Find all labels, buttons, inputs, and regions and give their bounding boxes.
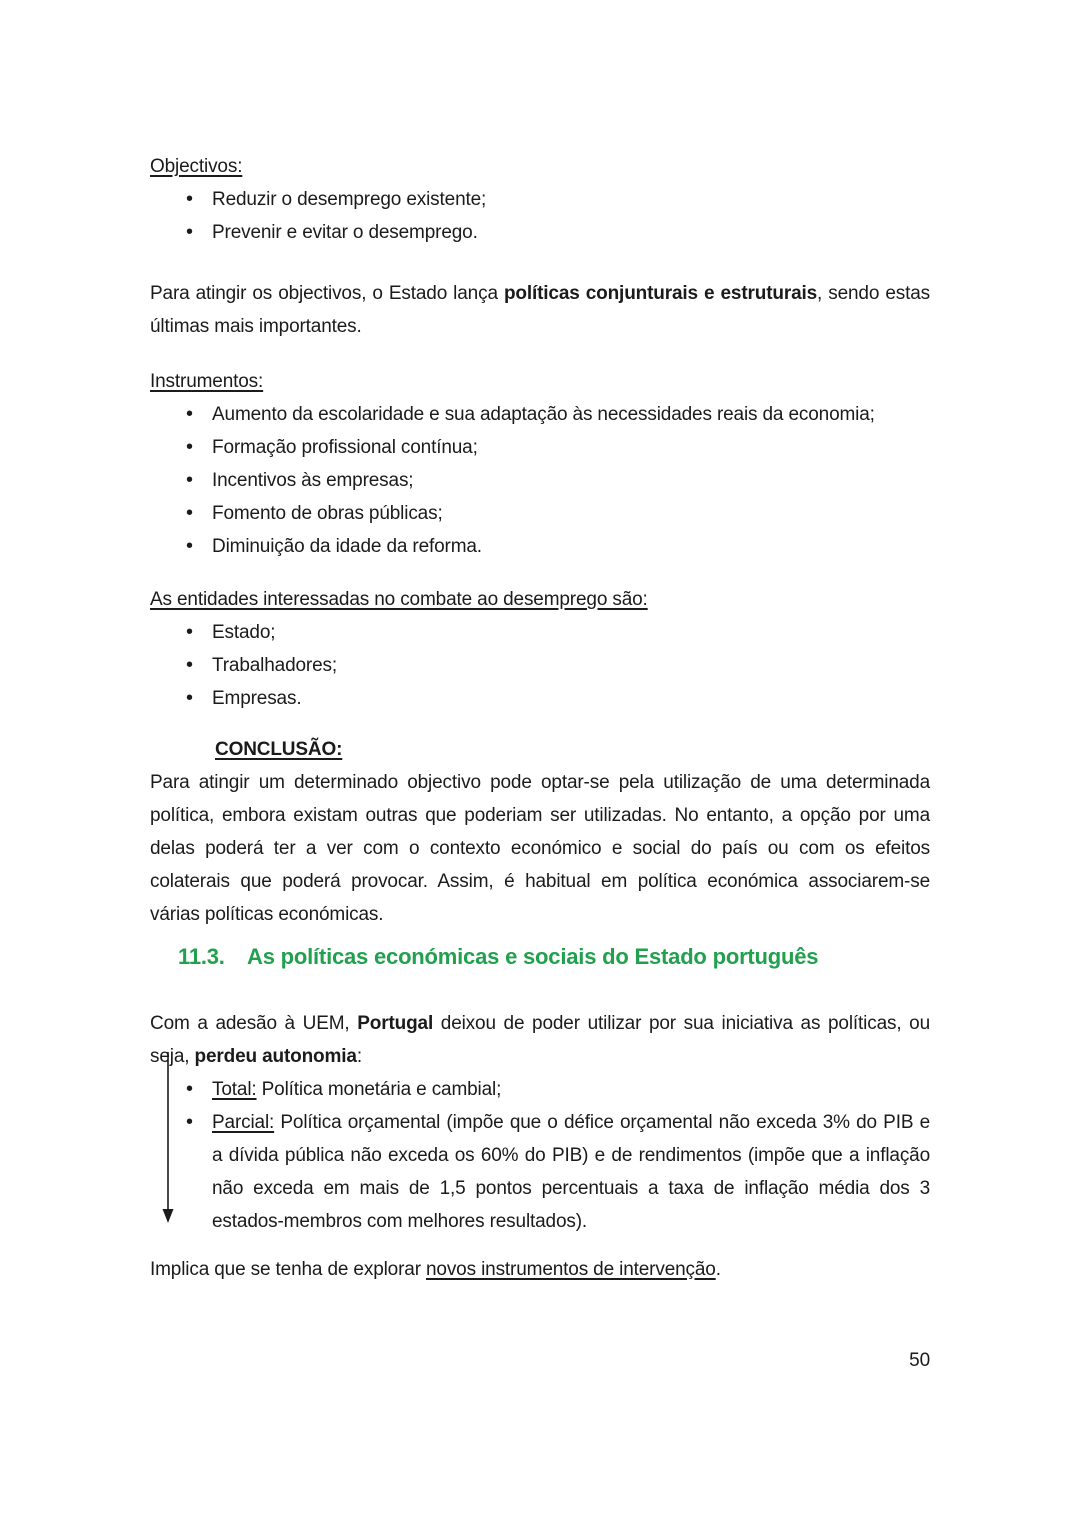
list-item-text: Incentivos às empresas;	[212, 470, 414, 491]
list-item	[150, 649, 930, 682]
bullet-icon	[186, 616, 193, 649]
list-item-text: Diminuição da idade da reforma.	[212, 536, 482, 557]
entidades-list	[150, 616, 930, 715]
conclusao-paragraph: Para atingir um determinado objectivo pode optar-se pela utilização de uma determinada política, embora existam outras que poderiam ser utilizadas. No entanto, a opção por uma delas poderá ter a ver com o contexto económico e social do país ou com os efeitos colaterais que poderá provocar. Assim, é habitual em política económica associarem-se várias políticas económicas.	[150, 772, 930, 925]
instrumentos-list	[150, 398, 930, 563]
bullet-icon	[186, 431, 193, 464]
bullet-icon	[186, 1073, 193, 1106]
list-item	[150, 431, 930, 464]
page-number: 50	[909, 1350, 930, 1371]
bullet-icon	[186, 497, 193, 530]
entidades-heading: As entidades interessadas no combate ao desemprego são:	[150, 589, 648, 610]
total-label: Total:	[212, 1079, 257, 1100]
conclusao-heading-row	[150, 733, 930, 766]
page-content	[150, 150, 930, 1286]
bullet-icon	[186, 398, 193, 431]
bullet-icon	[186, 183, 193, 216]
instrumentos-heading: Instrumentos:	[150, 371, 264, 392]
paragraph-text: Implica que se tenha de explorar	[150, 1259, 426, 1280]
down-arrow-icon	[160, 1052, 176, 1224]
list-item	[150, 682, 930, 715]
bullet-icon	[186, 216, 193, 249]
paragraph-text: .	[715, 1259, 721, 1280]
list-item-text: Formação profissional contínua;	[212, 437, 478, 458]
list-item-text: Aumento da escolaridade e sua adaptação às necessidades reais da economia;	[212, 404, 875, 425]
parcial-label: Parcial:	[212, 1112, 275, 1133]
paragraph-text: :	[356, 1046, 362, 1067]
section-heading-11-3	[150, 939, 930, 975]
implica-paragraph	[150, 1253, 930, 1286]
paragraph-text: , sendo estas últimas mais importantes.	[150, 283, 930, 337]
list-item-text: Trabalhadores;	[212, 655, 337, 676]
bullet-icon	[186, 649, 193, 682]
list-item	[150, 464, 930, 497]
bullet-icon	[186, 464, 193, 497]
bullet-icon	[186, 530, 193, 563]
list-item	[150, 1073, 930, 1106]
paragraph-politicas	[150, 277, 930, 343]
autonomia-list	[150, 1073, 930, 1238]
conclusao-heading: CONCLUSÃO:	[215, 739, 343, 760]
underlined-phrase: novos instrumentos de intervenção	[426, 1259, 716, 1280]
bold-phrase: políticas conjunturais e estruturais	[503, 283, 818, 304]
list-item	[150, 616, 930, 649]
list-item-text: Fomento de obras públicas;	[212, 503, 443, 524]
list-item-text: Prevenir e evitar o desemprego.	[212, 222, 478, 243]
bold-perdeu-autonomia: perdeu autonomia	[194, 1046, 357, 1067]
list-item	[150, 398, 930, 431]
paragraph-text: deixou de poder utilizar por sua iniciativa as políticas, ou seja,	[150, 1013, 930, 1067]
list-item	[150, 183, 930, 216]
uem-paragraph	[150, 1007, 930, 1073]
list-item	[150, 497, 930, 530]
paragraph-text: Para atingir os objectivos, o Estado lança	[150, 283, 504, 304]
section-title: As políticas económicas e sociais do Estado português	[247, 944, 819, 969]
bullet-icon	[186, 682, 193, 715]
list-item-text: Política orçamental (impõe que o défice orçamental não exceda 3% do PIB e a dívida pública não exceda os 60% do PIB) e de rendimentos (impõe que a inflação não exceda em mais de 1,5 pontos percentuais a taxa de inflação média dos 3 estados-membros com melhores resultados).	[212, 1112, 930, 1232]
bold-portugal: Portugal	[357, 1013, 434, 1034]
objectivos-heading: Objectivos:	[150, 156, 243, 177]
objectivos-list	[150, 183, 930, 249]
list-item-text: Política monetária e cambial;	[256, 1079, 502, 1100]
list-item-text: Estado;	[212, 622, 276, 643]
list-item	[150, 1106, 930, 1238]
list-item-text: Reduzir o desemprego existente;	[212, 189, 487, 210]
bullet-icon	[186, 1106, 193, 1139]
paragraph-text: Com a adesão à UEM,	[150, 1013, 358, 1034]
list-item-text: Empresas.	[212, 688, 302, 709]
list-item	[150, 216, 930, 249]
section-number: 11.3.	[178, 944, 225, 969]
list-item	[150, 530, 930, 563]
